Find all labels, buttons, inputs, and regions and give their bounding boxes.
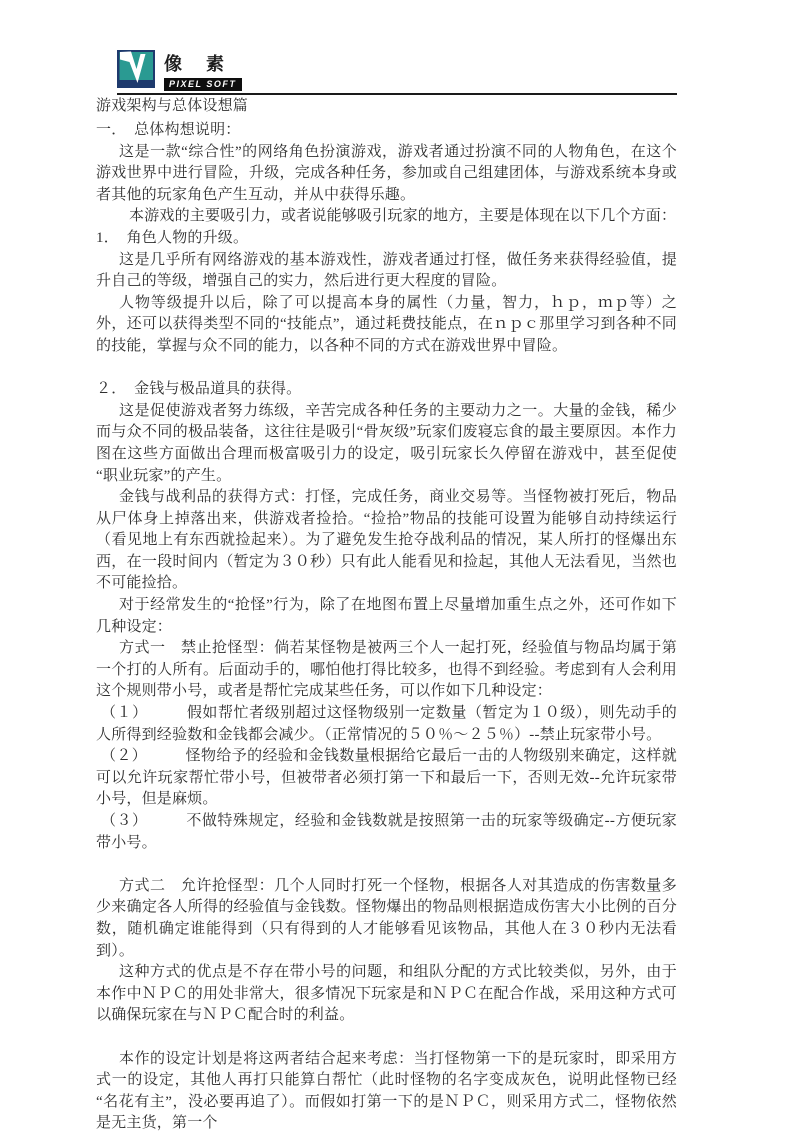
paragraph: 这种方式的优点是不存在带小号的问题，和组队分配的方式比较类似，另外，由于本作中ＮＰＣ的用处非常大，很多情况下玩家是和ＮＰＣ在配合作战，采用这种方式可以确保玩家在与ＮＰＣ配合时的利益。 — [96, 964, 677, 1024]
paragraph-spacer — [96, 1027, 677, 1049]
paragraph: 对于经常发生的“抢怪”行为，除了在地图布置上尽量增加重生点之外，还可作如下几种设定： — [96, 597, 677, 635]
paragraph: 本游戏的主要吸引力，或者说能够吸引玩家的地方，主要是体现在以下几个方面： — [129, 208, 677, 225]
pixel-soft-logo-icon — [117, 50, 155, 88]
document-paragraphs — [96, 120, 677, 1135]
paragraph: 这是几乎所有网络游戏的基本游戏性，游戏者通过打怪，做任务来获得经验值，提升自己的等级，增强自己的实力，然后进行更大程度的冒险。 — [96, 251, 677, 290]
paragraph: 方式一 禁止抢怪型：倘若某怪物是被两三个人一起打死，经验值与物品均属于第一个打的人所有。后面动手的，哪怕他打得比较多，也得不到经验。考虑到有人会利用这个规则带小号，或者是帮忙完成某些任务，可以作如下几种设定： — [96, 640, 677, 700]
paragraph: 这是一款“综合性”的网络角色扮演游戏，游戏者通过扮演不同的人物角色，在这个游戏世界中进行冒险，升级，完成各种任务，参加或自己组建团体，与游戏系统本身或者其他的玩家角色产生互动，并从中获得乐趣。 — [96, 143, 677, 203]
paragraph: 金钱与战利品的获得方式：打怪，完成任务，商业交易等。当怪物被打死后，物品从尸体身上掉落出来，供游戏者捡拾。“捡拾”物品的技能可设置为能够自动持续运行（看见地上有东西就捡起来）。为了避免发生抢夺战利品的情况，某人所打的怪爆出东西，在一段时间内（暂定为３０秒）只有此人能看见和捡起，其他人无法看见，当然也不可能捡拾。 — [96, 489, 677, 592]
brand-badge: PIXEL SOFT — [164, 78, 242, 91]
paragraph: （１） 假如帮忙者级别超过这怪物级别一定数量（暂定为１０级），则先动手的人所得到经验数和金钱都会减少。（正常情况的５０％～２５％）--禁止玩家带小号。 — [96, 705, 677, 743]
paragraph: 这是促使游戏者努力练级，辛苦完成各种任务的主要动力之一。大量的金钱，稀少而与众不同的极品装备，这往往是吸引“骨灰级”玩家们废寝忘食的最主要原因。本作力图在这些方面做出合理而极富吸引力的设定，吸引玩家长久停留在游戏中，甚至促使“职业玩家”的产生。 — [96, 402, 677, 484]
paragraph: 人物等级提升以后，除了可以提高本身的属性（力量，智力，ｈｐ，ｍｐ等）之外，还可以获得类型不同的“技能点”，通过耗费技能点，在ｎｐｃ那里学习到各种不同的技能，掌握与众不同的能力，以各种不同的方式在游戏世界中冒险。 — [96, 294, 677, 354]
paragraph: 一． 总体构想说明： — [96, 122, 241, 138]
company-logo — [117, 50, 248, 92]
paragraph: （２） 怪物给予的经验和金钱数量根据给它最后一击的人物级别来确定，这样就可以允许玩家帮忙带小号，但被带者必须打第一下和最后一下，否则无效--允许玩家带小号，但是麻烦。 — [96, 748, 677, 808]
paragraph: 1． 角色人物的升级。 — [96, 229, 249, 246]
paragraph-spacer — [96, 358, 677, 380]
paragraph-spacer — [96, 854, 677, 876]
brand-name-chinese: 像素 — [164, 54, 248, 74]
document-content — [96, 94, 677, 1135]
paragraph: ２． 金钱与极品道具的获得。 — [96, 381, 302, 398]
paragraph: （３） 不做特殊规定，经验和金钱数就是按照第一击的玩家等级确定--方便玩家带小号。 — [96, 813, 677, 851]
paragraph: 方式二 允许抢怪型：几个人同时打死一个怪物，根据各人对其造成的伤害数量多少来确定各人所得的经验值与金钱数。怪物爆出的物品则根据造成伤害大小比例的百分数，随机确定谁能得到（只有得到的人才能够看见该物品，其他人在３０秒内无法看到）。 — [96, 877, 677, 959]
logo-text-column — [164, 50, 248, 92]
page-title: 游戏架构与总体设想篇 — [96, 98, 249, 114]
paragraph: 本作的设定计划是将这两者结合起来考虑：当打怪物第一下的是玩家时，即采用方式一的设定，其他人再打只能算白帮忙（此时怪物的名字变成灰色，说明此怪物已经“名花有主”，没必要再追了）。而假如打第一下的是ＮＰＣ，则采用方式二，怪物依然是无主货，第一个 — [96, 1050, 677, 1132]
